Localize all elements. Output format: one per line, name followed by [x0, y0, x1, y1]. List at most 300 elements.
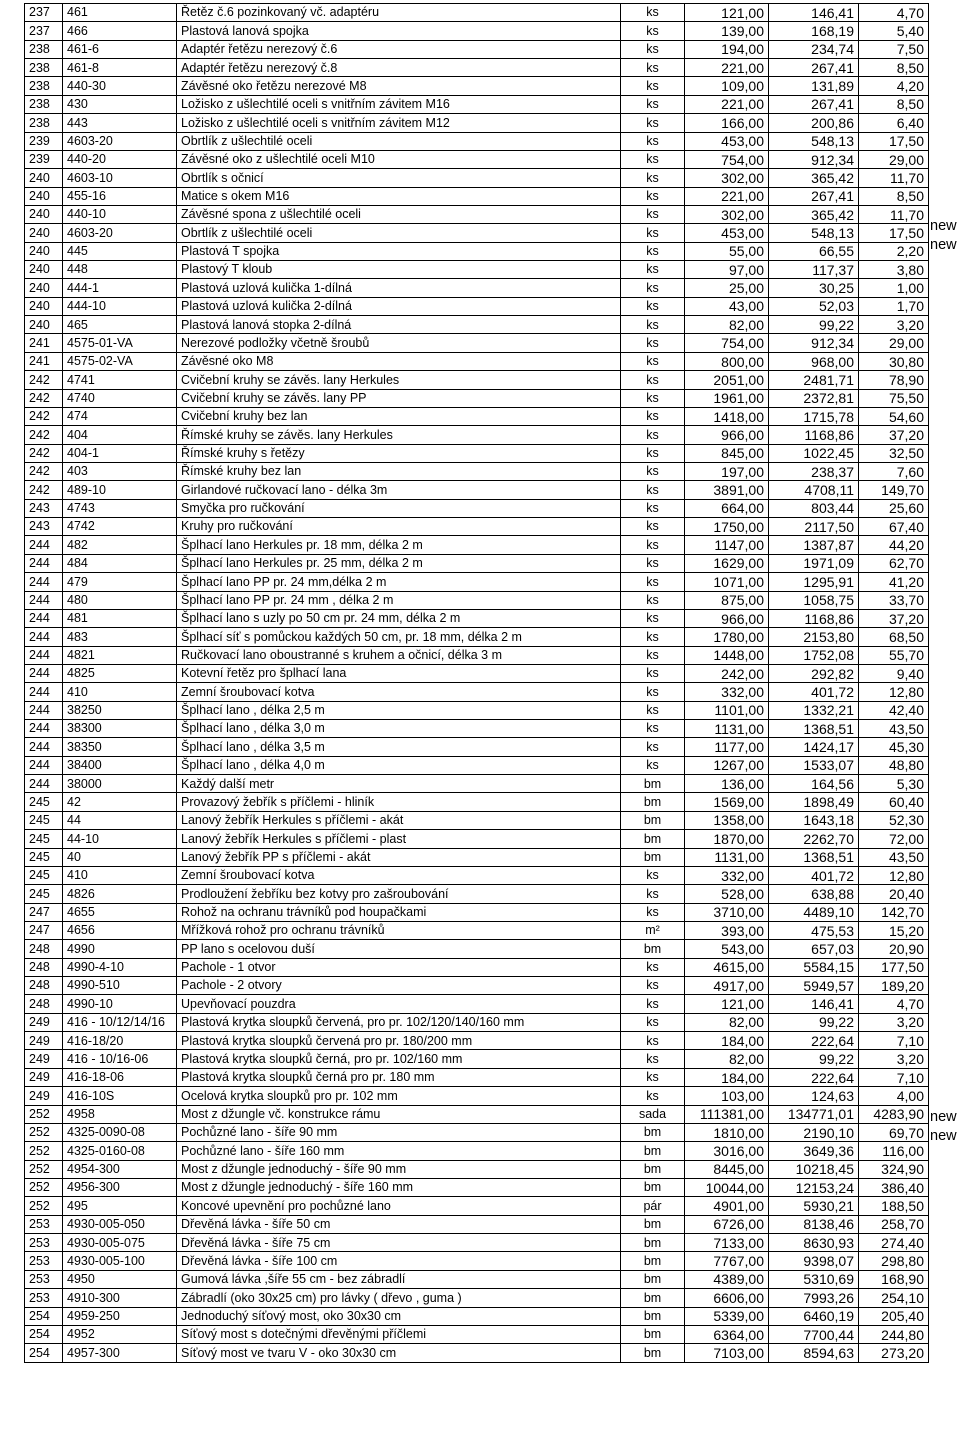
table-row — [25, 462, 929, 480]
price-vat-cell: 365,42 — [769, 205, 859, 223]
price-eur-cell: 78,90 — [859, 371, 929, 389]
name-cell: Adaptér řetězu nerezový č.6 — [177, 40, 621, 58]
price-eur-cell: 7,60 — [859, 462, 929, 480]
page-cell: 244 — [25, 683, 63, 701]
price-vat-cell: 1332,21 — [769, 701, 859, 719]
price-eur-cell: 324,90 — [859, 1160, 929, 1178]
unit-cell: ks — [621, 518, 685, 536]
unit-cell: ks — [621, 738, 685, 756]
price-eur-cell: 37,20 — [859, 609, 929, 627]
name-cell: Smyčka pro ručkování — [177, 499, 621, 517]
price-cell: 4917,00 — [685, 977, 769, 995]
page-cell: 238 — [25, 114, 63, 132]
price-cell: 2051,00 — [685, 371, 769, 389]
price-vat-cell: 1898,49 — [769, 793, 859, 811]
unit-cell: ks — [621, 664, 685, 682]
page-cell: 253 — [25, 1234, 63, 1252]
name-cell: Jednoduchý síťový most, oko 30x30 cm — [177, 1307, 621, 1325]
page-cell: 240 — [25, 316, 63, 334]
name-cell: Plastová krytka sloupků červená, pro pr. 102/120/140/160 mm — [177, 1013, 621, 1031]
price-cell: 184,00 — [685, 1068, 769, 1086]
unit-cell: ks — [621, 334, 685, 352]
name-cell: Plastová krytka sloupků červená pro pr. 180/200 mm — [177, 1032, 621, 1050]
price-eur-cell: 149,70 — [859, 481, 929, 499]
price-vat-cell: 912,34 — [769, 334, 859, 352]
unit-cell: bm — [621, 848, 685, 866]
price-vat-cell: 200,86 — [769, 114, 859, 132]
table-row — [25, 1160, 929, 1178]
name-cell: Pochůzné lano - šíře 160 mm — [177, 1142, 621, 1160]
unit-cell: ks — [621, 389, 685, 407]
price-vat-cell: 8594,63 — [769, 1344, 859, 1362]
price-vat-cell: 7700,44 — [769, 1325, 859, 1343]
price-eur-cell: 386,40 — [859, 1179, 929, 1197]
page-cell: 253 — [25, 1289, 63, 1307]
price-eur-cell: 188,50 — [859, 1197, 929, 1215]
unit-cell: ks — [621, 628, 685, 646]
price-vat-cell: 1387,87 — [769, 536, 859, 554]
name-cell: Ocelová krytka sloupků pro pr. 102 mm — [177, 1087, 621, 1105]
price-cell: 136,00 — [685, 775, 769, 793]
table-row — [25, 793, 929, 811]
unit-cell: bm — [621, 1344, 685, 1362]
price-eur-cell: 11,70 — [859, 169, 929, 187]
code-cell: 4825 — [63, 664, 177, 682]
table-row — [25, 499, 929, 517]
table-row — [25, 77, 929, 95]
price-vat-cell: 7993,26 — [769, 1289, 859, 1307]
price-eur-cell: 45,30 — [859, 738, 929, 756]
code-cell: 4743 — [63, 499, 177, 517]
price-vat-cell: 117,37 — [769, 261, 859, 279]
name-cell: Most z džungle vč. konstrukce rámu — [177, 1105, 621, 1123]
price-eur-cell: 68,50 — [859, 628, 929, 646]
unit-cell: sada — [621, 1105, 685, 1123]
code-cell: 4954-300 — [63, 1160, 177, 1178]
page-cell: 249 — [25, 1068, 63, 1086]
price-vat-cell: 238,37 — [769, 462, 859, 480]
price-eur-cell: 298,80 — [859, 1252, 929, 1270]
page-cell: 244 — [25, 756, 63, 774]
code-cell: 416 - 10/16-06 — [63, 1050, 177, 1068]
name-cell: Šplhací lano Herkules pr. 18 mm, délka 2 m — [177, 536, 621, 554]
price-list-body — [25, 4, 929, 1363]
price-eur-cell: 1,00 — [859, 279, 929, 297]
price-eur-cell: 3,20 — [859, 316, 929, 334]
table-row — [25, 1289, 929, 1307]
unit-cell: bm — [621, 1252, 685, 1270]
code-cell: 4821 — [63, 646, 177, 664]
price-eur-cell: 43,50 — [859, 848, 929, 866]
unit-cell: ks — [621, 242, 685, 260]
code-cell: 410 — [63, 866, 177, 884]
name-cell: Ručkovací lano oboustranné s kruhem a očnicí, délka 3 m — [177, 646, 621, 664]
unit-cell: ks — [621, 1013, 685, 1031]
price-cell: 82,00 — [685, 1050, 769, 1068]
name-cell: Koncové upevnění pro pochůzné lano — [177, 1197, 621, 1215]
unit-cell: ks — [621, 426, 685, 444]
price-eur-cell: 254,10 — [859, 1289, 929, 1307]
page-cell: 242 — [25, 389, 63, 407]
price-eur-cell: 273,20 — [859, 1344, 929, 1362]
price-vat-cell: 401,72 — [769, 683, 859, 701]
unit-cell: m² — [621, 921, 685, 939]
page-cell: 243 — [25, 518, 63, 536]
table-row — [25, 1344, 929, 1362]
page-cell: 244 — [25, 628, 63, 646]
code-cell: 4575-02-VA — [63, 352, 177, 370]
price-eur-cell: 4,70 — [859, 4, 929, 22]
name-cell: Pachole - 1 otvor — [177, 958, 621, 976]
name-cell: Pachole - 2 otvory — [177, 977, 621, 995]
price-vat-cell: 2481,71 — [769, 371, 859, 389]
page-cell: 241 — [25, 352, 63, 370]
unit-cell: bm — [621, 1142, 685, 1160]
price-vat-cell: 657,03 — [769, 940, 859, 958]
unit-cell: ks — [621, 59, 685, 77]
price-eur-cell: 12,80 — [859, 683, 929, 701]
price-vat-cell: 30,25 — [769, 279, 859, 297]
page-cell: 240 — [25, 297, 63, 315]
code-cell: 448 — [63, 261, 177, 279]
name-cell: Ložisko z ušlechtilé oceli s vnitřním závitem M12 — [177, 114, 621, 132]
price-eur-cell: 29,00 — [859, 334, 929, 352]
code-cell: 40 — [63, 848, 177, 866]
price-eur-cell: 30,80 — [859, 352, 929, 370]
page-cell: 254 — [25, 1344, 63, 1362]
new-badge: new — [930, 217, 957, 234]
price-vat-cell: 401,72 — [769, 866, 859, 884]
unit-cell: ks — [621, 114, 685, 132]
price-eur-cell: 5,40 — [859, 22, 929, 40]
table-row — [25, 1087, 929, 1105]
code-cell: 404-1 — [63, 444, 177, 462]
price-vat-cell: 1168,86 — [769, 609, 859, 627]
name-cell: Cvičební kruhy se závěs. lany Herkules — [177, 371, 621, 389]
price-vat-cell: 2117,50 — [769, 518, 859, 536]
table-row — [25, 1123, 929, 1141]
table-row — [25, 518, 929, 536]
table-row — [25, 1325, 929, 1343]
price-vat-cell: 10218,45 — [769, 1160, 859, 1178]
table-row — [25, 554, 929, 572]
page-cell: 240 — [25, 205, 63, 223]
page-cell: 252 — [25, 1142, 63, 1160]
price-cell: 1131,00 — [685, 720, 769, 738]
unit-cell: bm — [621, 940, 685, 958]
price-cell: 25,00 — [685, 279, 769, 297]
table-row — [25, 1197, 929, 1215]
price-cell: 1131,00 — [685, 848, 769, 866]
table-row — [25, 1307, 929, 1325]
price-cell: 528,00 — [685, 885, 769, 903]
code-cell: 4740 — [63, 389, 177, 407]
price-cell: 109,00 — [685, 77, 769, 95]
code-cell: 4990 — [63, 940, 177, 958]
name-cell: Šplhací lano Herkules pr. 25 mm, délka 2 m — [177, 554, 621, 572]
page-cell: 242 — [25, 481, 63, 499]
price-vat-cell: 1424,17 — [769, 738, 859, 756]
table-row — [25, 114, 929, 132]
price-vat-cell: 124,63 — [769, 1087, 859, 1105]
price-eur-cell: 33,70 — [859, 591, 929, 609]
price-cell: 7767,00 — [685, 1252, 769, 1270]
table-row — [25, 1013, 929, 1031]
page-cell: 240 — [25, 261, 63, 279]
page-cell: 249 — [25, 1013, 63, 1031]
page-cell: 244 — [25, 720, 63, 738]
table-row — [25, 481, 929, 499]
price-eur-cell: 2,20 — [859, 242, 929, 260]
table-row — [25, 334, 929, 352]
price-vat-cell: 1022,45 — [769, 444, 859, 462]
price-eur-cell: 11,70 — [859, 205, 929, 223]
table-row — [25, 1068, 929, 1086]
name-cell: Římské kruhy bez lan — [177, 462, 621, 480]
page-cell: 242 — [25, 462, 63, 480]
table-row — [25, 683, 929, 701]
table-row — [25, 4, 929, 22]
code-cell: 38000 — [63, 775, 177, 793]
price-eur-cell: 4283,90 — [859, 1105, 929, 1123]
name-cell: Upevňovací pouzdra — [177, 995, 621, 1013]
unit-cell: bm — [621, 1270, 685, 1288]
unit-cell: ks — [621, 646, 685, 664]
price-vat-cell: 1971,09 — [769, 554, 859, 572]
unit-cell: ks — [621, 499, 685, 517]
price-cell: 393,00 — [685, 921, 769, 939]
table-row — [25, 866, 929, 884]
price-vat-cell: 2153,80 — [769, 628, 859, 646]
price-vat-cell: 267,41 — [769, 187, 859, 205]
price-eur-cell: 6,40 — [859, 114, 929, 132]
name-cell: Adaptér řetězu nerezový č.8 — [177, 59, 621, 77]
page-cell: 240 — [25, 187, 63, 205]
page-cell: 239 — [25, 132, 63, 150]
price-eur-cell: 142,70 — [859, 903, 929, 921]
price-cell: 6606,00 — [685, 1289, 769, 1307]
unit-cell: ks — [621, 205, 685, 223]
page-cell: 245 — [25, 885, 63, 903]
price-cell: 332,00 — [685, 866, 769, 884]
price-vat-cell: 1168,86 — [769, 426, 859, 444]
page-cell: 244 — [25, 701, 63, 719]
unit-cell: bm — [621, 775, 685, 793]
table-row — [25, 775, 929, 793]
table-row — [25, 977, 929, 995]
name-cell: Závěsné oko M8 — [177, 352, 621, 370]
page-cell: 248 — [25, 958, 63, 976]
price-cell: 875,00 — [685, 591, 769, 609]
page-cell: 248 — [25, 977, 63, 995]
price-cell: 4615,00 — [685, 958, 769, 976]
price-cell: 453,00 — [685, 132, 769, 150]
table-row — [25, 444, 929, 462]
table-row — [25, 297, 929, 315]
price-vat-cell: 5949,57 — [769, 977, 859, 995]
unit-cell: ks — [621, 1050, 685, 1068]
price-vat-cell: 365,42 — [769, 169, 859, 187]
price-eur-cell: 62,70 — [859, 554, 929, 572]
table-row — [25, 903, 929, 921]
page-cell: 237 — [25, 22, 63, 40]
name-cell: Cvičební kruhy bez lan — [177, 407, 621, 425]
page-cell: 237 — [25, 4, 63, 22]
table-row — [25, 701, 929, 719]
table-row — [25, 371, 929, 389]
price-cell: 1418,00 — [685, 407, 769, 425]
table-row — [25, 1142, 929, 1160]
price-eur-cell: 205,40 — [859, 1307, 929, 1325]
code-cell: 495 — [63, 1197, 177, 1215]
table-row — [25, 1032, 929, 1050]
page-cell: 244 — [25, 554, 63, 572]
code-cell: 4956-300 — [63, 1179, 177, 1197]
table-row — [25, 242, 929, 260]
price-vat-cell: 803,44 — [769, 499, 859, 517]
page-cell: 249 — [25, 1050, 63, 1068]
name-cell: Obrtlík s očnicí — [177, 169, 621, 187]
table-row — [25, 59, 929, 77]
code-cell: 403 — [63, 462, 177, 480]
name-cell: Nerezové podložky včetně šroubů — [177, 334, 621, 352]
table-row — [25, 1234, 929, 1252]
price-vat-cell: 3649,36 — [769, 1142, 859, 1160]
code-cell: 440-20 — [63, 150, 177, 168]
code-cell: 416-18-06 — [63, 1068, 177, 1086]
page-cell: 249 — [25, 1032, 63, 1050]
name-cell: Obrtlík z ušlechtilé oceli — [177, 224, 621, 242]
unit-cell: ks — [621, 866, 685, 884]
price-eur-cell: 3,80 — [859, 261, 929, 279]
price-eur-cell: 4,70 — [859, 995, 929, 1013]
unit-cell: ks — [621, 958, 685, 976]
table-row — [25, 609, 929, 627]
table-row — [25, 646, 929, 664]
price-cell: 754,00 — [685, 334, 769, 352]
price-cell: 302,00 — [685, 205, 769, 223]
code-cell: 4325-0160-08 — [63, 1142, 177, 1160]
code-cell: 479 — [63, 573, 177, 591]
price-vat-cell: 267,41 — [769, 95, 859, 113]
price-vat-cell: 548,13 — [769, 132, 859, 150]
price-cell: 966,00 — [685, 426, 769, 444]
name-cell: Plastová uzlová kulička 2-dílná — [177, 297, 621, 315]
price-eur-cell: 44,20 — [859, 536, 929, 554]
name-cell: Šplhací lano PP pr. 24 mm , délka 2 m — [177, 591, 621, 609]
code-cell: 4990-10 — [63, 995, 177, 1013]
unit-cell: ks — [621, 77, 685, 95]
price-cell: 139,00 — [685, 22, 769, 40]
unit-cell: ks — [621, 573, 685, 591]
page-cell: 244 — [25, 738, 63, 756]
unit-cell: ks — [621, 1068, 685, 1086]
price-cell: 1810,00 — [685, 1123, 769, 1141]
unit-cell: ks — [621, 224, 685, 242]
code-cell: 4910-300 — [63, 1289, 177, 1307]
price-eur-cell: 7,10 — [859, 1068, 929, 1086]
page-cell: 252 — [25, 1105, 63, 1123]
name-cell: Šplhací lano , délka 4,0 m — [177, 756, 621, 774]
table-row — [25, 628, 929, 646]
price-cell: 3016,00 — [685, 1142, 769, 1160]
unit-cell: ks — [621, 554, 685, 572]
price-cell: 800,00 — [685, 352, 769, 370]
code-cell: 4990-510 — [63, 977, 177, 995]
price-eur-cell: 25,60 — [859, 499, 929, 517]
table-row — [25, 738, 929, 756]
page-cell: 238 — [25, 59, 63, 77]
unit-cell: ks — [621, 720, 685, 738]
code-cell: 489-10 — [63, 481, 177, 499]
price-vat-cell: 968,00 — [769, 352, 859, 370]
price-vat-cell: 1368,51 — [769, 848, 859, 866]
name-cell: Síťový most s dotečnými dřevěnými příčlemi — [177, 1325, 621, 1343]
table-row — [25, 958, 929, 976]
code-cell: 44-10 — [63, 830, 177, 848]
page-cell: 247 — [25, 903, 63, 921]
price-vat-cell: 1715,78 — [769, 407, 859, 425]
price-vat-cell: 222,64 — [769, 1032, 859, 1050]
unit-cell: ks — [621, 591, 685, 609]
name-cell: Plastová lanová spojka — [177, 22, 621, 40]
code-cell: 4930-005-100 — [63, 1252, 177, 1270]
table-row — [25, 150, 929, 168]
code-cell: 4325-0090-08 — [63, 1123, 177, 1141]
code-cell: 4950 — [63, 1270, 177, 1288]
price-cell: 221,00 — [685, 59, 769, 77]
price-eur-cell: 20,90 — [859, 940, 929, 958]
code-cell: 4959-250 — [63, 1307, 177, 1325]
price-vat-cell: 912,34 — [769, 150, 859, 168]
price-vat-cell: 8138,46 — [769, 1215, 859, 1233]
price-cell: 966,00 — [685, 609, 769, 627]
page-cell: 254 — [25, 1307, 63, 1325]
price-vat-cell: 267,41 — [769, 59, 859, 77]
price-cell: 221,00 — [685, 95, 769, 113]
unit-cell: ks — [621, 977, 685, 995]
table-row — [25, 95, 929, 113]
unit-cell: ks — [621, 297, 685, 315]
price-eur-cell: 5,30 — [859, 775, 929, 793]
name-cell: Šplhací lano , délka 3,5 m — [177, 738, 621, 756]
price-vat-cell: 222,64 — [769, 1068, 859, 1086]
price-vat-cell: 9398,07 — [769, 1252, 859, 1270]
price-eur-cell: 8,50 — [859, 95, 929, 113]
code-cell: 455-16 — [63, 187, 177, 205]
table-row — [25, 811, 929, 829]
code-cell: 480 — [63, 591, 177, 609]
code-cell: 4958 — [63, 1105, 177, 1123]
price-vat-cell: 5930,21 — [769, 1197, 859, 1215]
price-cell: 453,00 — [685, 224, 769, 242]
code-cell: 38250 — [63, 701, 177, 719]
price-cell: 121,00 — [685, 4, 769, 22]
code-cell: 466 — [63, 22, 177, 40]
table-row — [25, 316, 929, 334]
price-vat-cell: 1058,75 — [769, 591, 859, 609]
unit-cell: bm — [621, 1325, 685, 1343]
price-cell: 4901,00 — [685, 1197, 769, 1215]
unit-cell: bm — [621, 830, 685, 848]
unit-cell: ks — [621, 261, 685, 279]
price-cell: 3891,00 — [685, 481, 769, 499]
name-cell: Dřevěná lávka - šíře 50 cm — [177, 1215, 621, 1233]
unit-cell: bm — [621, 1234, 685, 1252]
price-eur-cell: 7,50 — [859, 40, 929, 58]
code-cell: 445 — [63, 242, 177, 260]
code-cell: 461-6 — [63, 40, 177, 58]
